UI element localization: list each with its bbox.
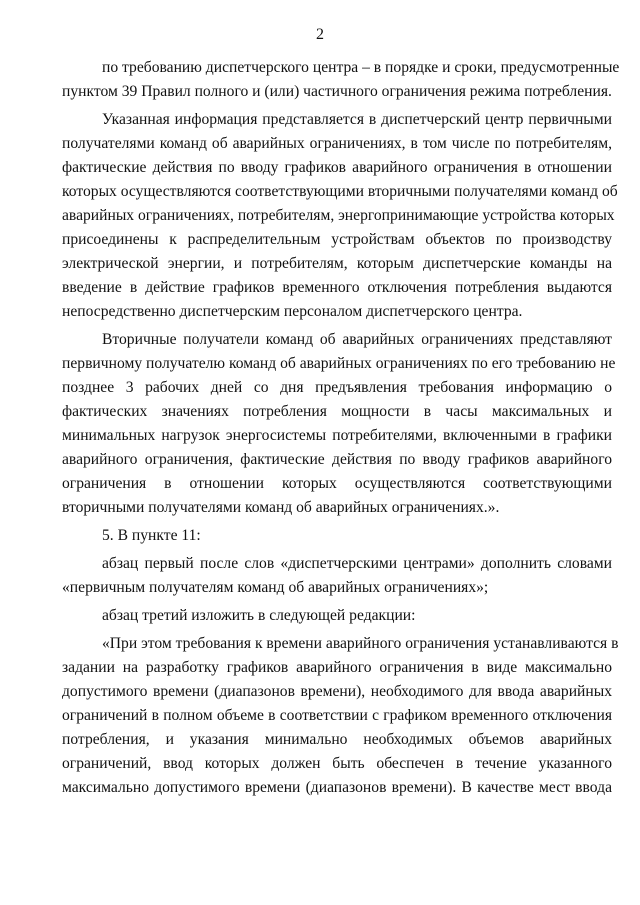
- text-line: «При этом требования к времени аварийного ограничения устанавливаются в: [102, 635, 619, 652]
- paragraph: [62, 56, 620, 104]
- text-line: непосредственно диспетчерским персоналом диспетчерского центра.: [62, 303, 523, 320]
- paragraph: [62, 552, 612, 600]
- text-line: максимально допустимого времени (диапазонов времени). В качестве мест ввода: [62, 779, 612, 796]
- text-line: присоединены к распределительным устройствам объектов по производству: [62, 231, 612, 248]
- text-line: позднее 3 рабочих дней со дня предъявления требования информацию о: [62, 379, 612, 396]
- text-line: по требованию диспетчерского центра – в порядке и сроки, предусмотренные: [102, 59, 620, 76]
- text-line: минимальных нагрузок энергосистемы потребителями, включенными в графики: [62, 427, 612, 444]
- text-line: Вторичные получатели команд об аварийных ограничениях представляют: [102, 331, 612, 348]
- text-line: абзац первый после слов «диспетчерскими центрами» дополнить словами: [102, 555, 612, 572]
- paragraph: [62, 328, 616, 520]
- text-line: задании на разработку графиков аварийного ограничения в виде максимально: [62, 659, 612, 676]
- text-line: Указанная информация представляется в диспетчерский центр первичными: [102, 111, 612, 128]
- text-line: потребления, и указания минимально необходимых объемов аварийных: [62, 731, 612, 748]
- text-line: абзац третий изложить в следующей редакции:: [102, 607, 416, 624]
- text-line: первичному получателю команд об аварийных ограничениях по его требованию не: [62, 355, 616, 372]
- text-line: аварийного ограничения, фактические действия по вводу графиков аварийного: [62, 451, 612, 468]
- text-line: ограничений в полном объеме в соответствии с графиком временного отключения: [62, 707, 612, 724]
- text-line: «первичным получателям команд об аварийных ограничениях»;: [62, 579, 489, 596]
- text-line: 5. В пункте 11:: [102, 527, 201, 544]
- document-body: [62, 56, 620, 800]
- text-line: аварийных ограничениях, потребителям, энергопринимающие устройства которых: [62, 207, 615, 224]
- paragraph: [62, 604, 612, 628]
- text-line: допустимого времени (диапазонов времени), необходимого для ввода аварийных: [62, 683, 612, 700]
- paragraph: [62, 108, 618, 324]
- text-line: ограничения в отношении которых осуществляются соответствующими: [62, 475, 612, 492]
- paragraph: [62, 524, 612, 548]
- paragraph: [62, 632, 619, 800]
- text-line: электрической энергии, и потребителям, которым диспетчерские команды на: [62, 255, 612, 272]
- text-line: пунктом 39 Правил полного и (или) частичного ограничения режима потребления.: [62, 83, 612, 100]
- text-line: получателями команд об аварийных ограничениях, в том числе по потребителям,: [62, 135, 612, 152]
- text-line: фактических значениях потребления мощности в часы максимальных и: [62, 403, 612, 420]
- text-line: введение в действие графиков временного отключения потребления выдаются: [62, 279, 612, 296]
- text-line: вторичными получателями команд об аварийных ограничениях.».: [62, 499, 500, 516]
- text-line: которых осуществляются соответствующими вторичными получателями команд об: [62, 183, 618, 200]
- text-line: фактические действия по вводу графиков аварийного ограничения в отношении: [62, 159, 612, 176]
- text-line: ограничений, ввод которых должен быть обеспечен в течение указанного: [62, 755, 612, 772]
- page-number: 2: [316, 26, 324, 43]
